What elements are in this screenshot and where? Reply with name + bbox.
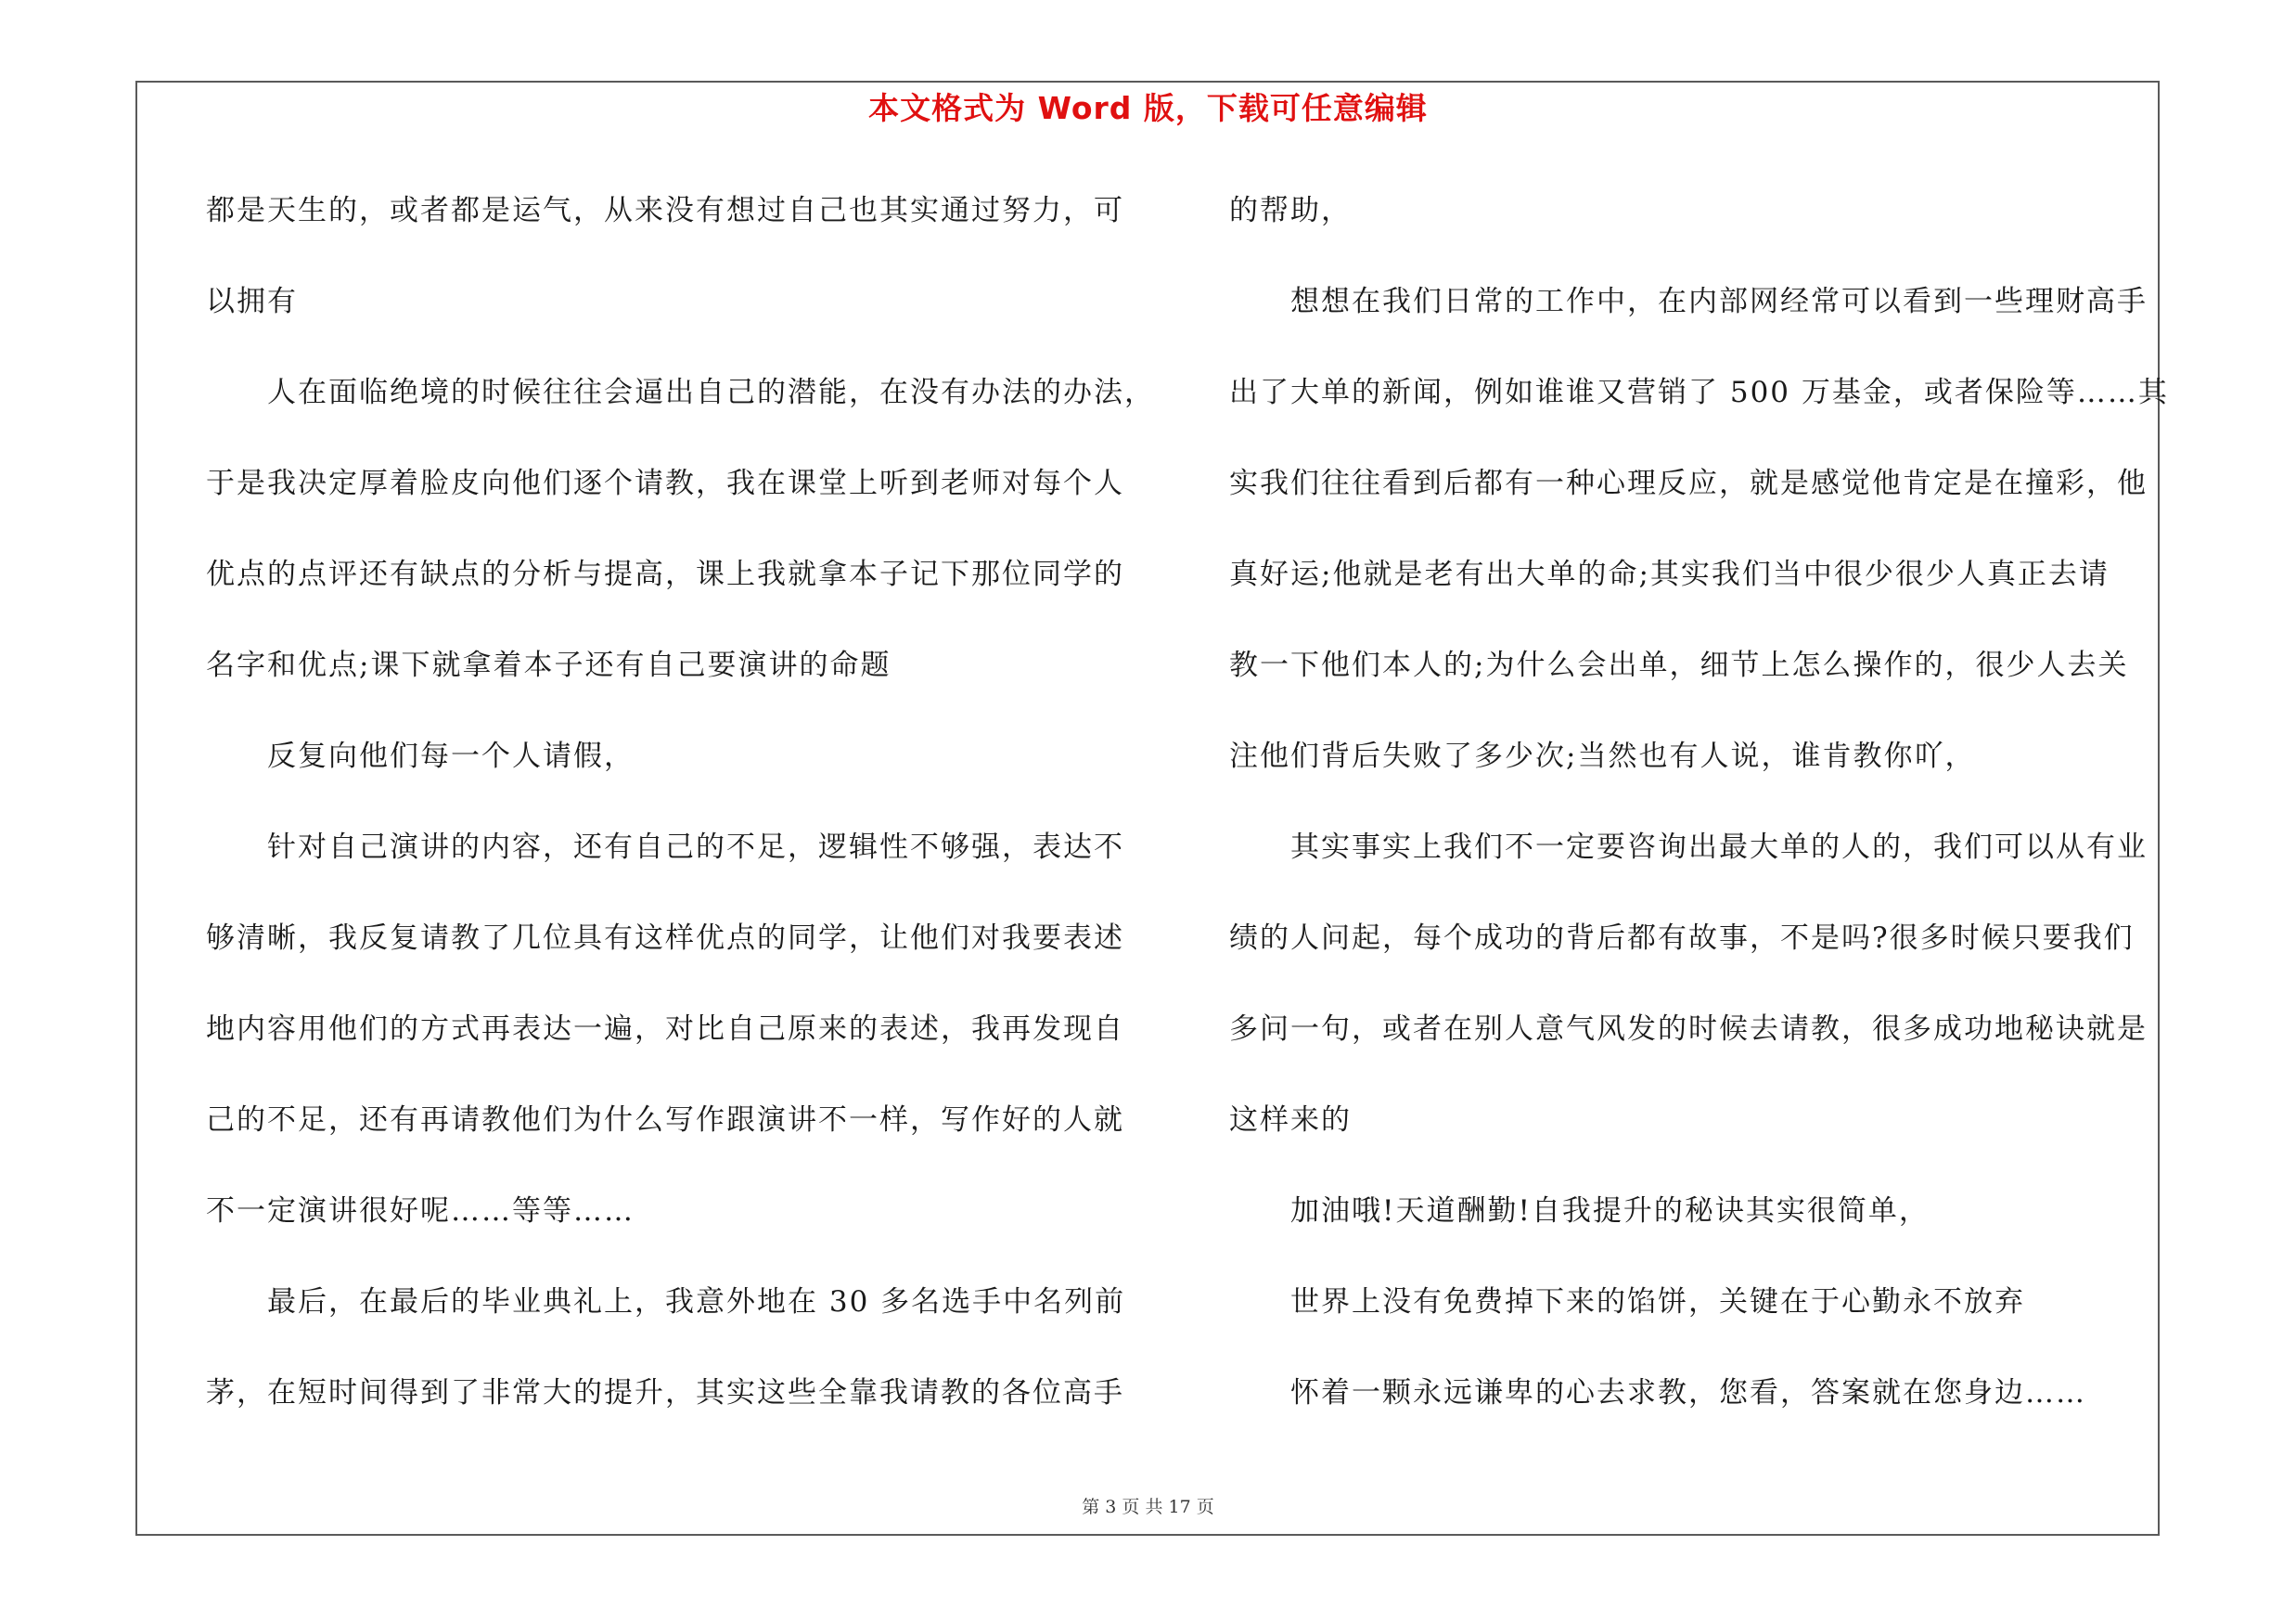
text-line: 多问一句，或者在别人意气风发的时候去请教，很多成功地秘诀就是: [1229, 1012, 2148, 1046]
text-line: 以拥有: [206, 285, 298, 318]
text-line: 绩的人问起，每个成功的背后都有故事，不是吗?很多时候只要我们: [1229, 921, 2135, 955]
page-number: 第 3 页 共 17 页: [1082, 1497, 1214, 1517]
text-line: 注他们背后失败了多少次;当然也有人说，谁肯教你吖，: [1229, 740, 1976, 773]
paragraph-start: 世界上没有免费掉下来的馅饼，关键在于心勤永不放弃: [1290, 1285, 2025, 1319]
text-line: 不一定演讲很好呢……等等……: [206, 1194, 635, 1228]
text-line: 这样来的: [1229, 1103, 1352, 1137]
text-line: 茅，在短时间得到了非常大的提升，其实这些全靠我请教的各位高手: [206, 1376, 1124, 1410]
text-line: 教一下他们本人的;为什么会出单，细节上怎么操作的，很少人去关: [1229, 649, 2129, 682]
text-line: 优点的点评还有缺点的分析与提高，课上我就拿本子记下那位同学的: [206, 558, 1124, 591]
left-column: [206, 182, 1155, 1455]
text-line: 出了大单的新闻，例如谁谁又营销了 500 万基金，或者保险等……其: [1229, 376, 2169, 409]
text-line: 都是天生的，或者都是运气，从来没有想过自己也其实通过努力，可: [206, 194, 1124, 227]
text-line: 于是我决定厚着脸皮向他们逐个请教，我在课堂上听到老师对每个人: [206, 467, 1124, 500]
paragraph-start: 最后，在最后的毕业典礼上，我意外地在 30 多名选手中名列前: [267, 1285, 1126, 1319]
text-line: 真好运;他就是老有出大单的命;其实我们当中很少很少人真正去请: [1229, 558, 2110, 591]
paragraph-start: 针对自己演讲的内容，还有自己的不足，逻辑性不够强，表达不: [267, 831, 1124, 864]
text-line: 实我们往往看到后都有一种心理反应，就是感觉他肯定是在撞彩，他: [1229, 467, 2148, 500]
text-line: 名字和优点;课下就拿着本子还有自己要演讲的命题: [206, 649, 891, 682]
paragraph-start: 想想在我们日常的工作中，在内部网经常可以看到一些理财高手: [1290, 285, 2148, 318]
header-banner: 本文格式为 Word 版，下载可任意编辑: [868, 90, 1428, 126]
paragraph-start: 加油哦!天道酬勤!自我提升的秘诀其实很简单，: [1290, 1194, 1930, 1228]
text-line: 够清晰，我反复请教了几位具有这样优点的同学，让他们对我要表述: [206, 921, 1124, 955]
right-column: [1229, 182, 2169, 1455]
paragraph-start: 其实事实上我们不一定要咨询出最大单的人的，我们可以从有业: [1290, 831, 2148, 864]
text-line: 地内容用他们的方式再表达一遍，对比自己原来的表述，我再发现自: [206, 1012, 1124, 1046]
text-line: 己的不足，还有再请教他们为什么写作跟演讲不一样，写作好的人就: [206, 1103, 1124, 1137]
paragraph-start: 人在面临绝境的时候往往会逼出自己的潜能，在没有办法的办法，: [267, 376, 1155, 409]
paragraph-start: 怀着一颗永远谦卑的心去求教，您看，答案就在您身边……: [1290, 1376, 2086, 1410]
paragraph-start: 反复向他们每一个人请假，: [267, 740, 635, 773]
text-line: 的帮助，: [1229, 194, 1352, 227]
